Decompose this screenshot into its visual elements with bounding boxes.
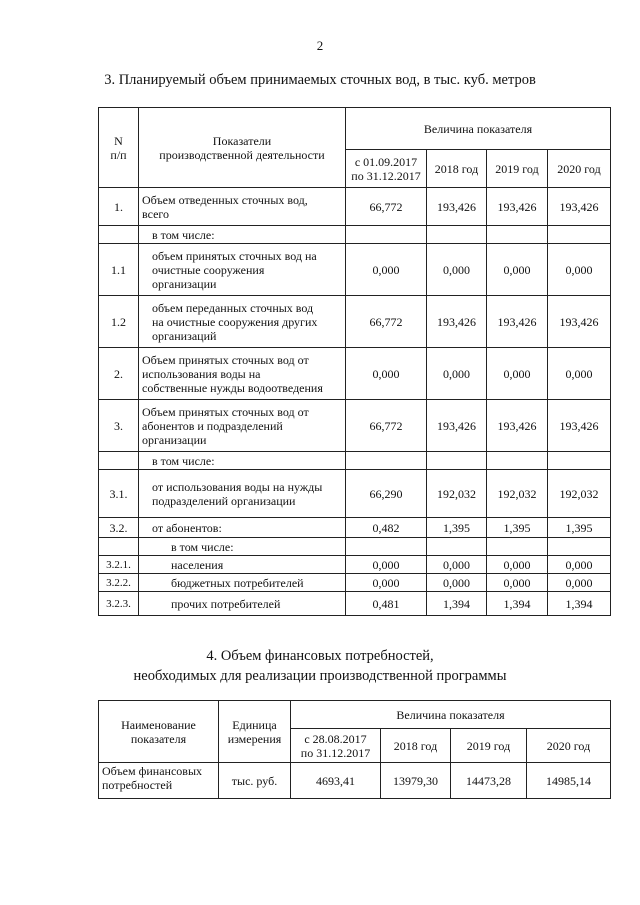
value-cell: 193,426 bbox=[487, 400, 548, 452]
table-row bbox=[99, 470, 611, 518]
row-number: 3.2.2. bbox=[99, 574, 139, 592]
value-cell: 0,000 bbox=[548, 556, 611, 574]
value-cell: 0,000 bbox=[548, 574, 611, 592]
table-row bbox=[99, 188, 611, 226]
column-header-period: 2020 год bbox=[548, 150, 611, 188]
value-cell bbox=[548, 452, 611, 470]
value-cell: 0,000 bbox=[427, 348, 487, 400]
table-row bbox=[99, 226, 611, 244]
page-number: 2 bbox=[316, 38, 324, 53]
value-cell: 0,000 bbox=[487, 574, 548, 592]
value-cell bbox=[487, 226, 548, 244]
value-cell: 66,772 bbox=[346, 296, 427, 348]
value-cell: 193,426 bbox=[427, 296, 487, 348]
value-cell: 193,426 bbox=[427, 188, 487, 226]
row-indicator-name: Объем принятых сточных вод от абонентов и подразделений организации bbox=[139, 400, 346, 452]
table-row bbox=[99, 348, 611, 400]
value-cell bbox=[427, 538, 487, 556]
value-cell: 0,000 bbox=[427, 574, 487, 592]
column-header-period: 2018 год bbox=[381, 729, 451, 763]
column-header-period: 2018 год bbox=[427, 150, 487, 188]
value-cell bbox=[346, 452, 427, 470]
row-number: 3. bbox=[99, 400, 139, 452]
value-cell: 193,426 bbox=[548, 188, 611, 226]
row-indicator-name: в том числе: bbox=[139, 538, 346, 556]
value-cell: 0,000 bbox=[548, 348, 611, 400]
value-cell: 4693,41 bbox=[291, 763, 381, 799]
table-row bbox=[99, 538, 611, 556]
value-cell: 193,426 bbox=[487, 188, 548, 226]
value-cell: 14473,28 bbox=[451, 763, 527, 799]
value-cell: 14985,14 bbox=[527, 763, 611, 799]
column-header-period: с 28.08.2017 по 31.12.2017 bbox=[291, 729, 381, 763]
value-cell: 192,032 bbox=[487, 470, 548, 518]
column-header-unit: Единица измерения bbox=[219, 701, 291, 763]
row-indicator-name: объем переданных сточных вод на очистные сооружения других организаций bbox=[139, 296, 346, 348]
row-indicator-name: прочих потребителей bbox=[139, 592, 346, 616]
row-number: 3.1. bbox=[99, 470, 139, 518]
row-name: Объем финансовых потребностей bbox=[99, 763, 219, 799]
row-number: 3.2.1. bbox=[99, 556, 139, 574]
value-cell bbox=[548, 538, 611, 556]
value-cell: 66,290 bbox=[346, 470, 427, 518]
row-number: 1.1 bbox=[99, 244, 139, 296]
value-cell bbox=[548, 226, 611, 244]
value-cell: 0,000 bbox=[548, 244, 611, 296]
row-number bbox=[99, 538, 139, 556]
value-cell: 1,395 bbox=[487, 518, 548, 538]
column-header-number: N п/п bbox=[99, 108, 139, 188]
table-row bbox=[99, 296, 611, 348]
value-cell: 0,482 bbox=[346, 518, 427, 538]
value-cell bbox=[487, 452, 548, 470]
value-cell: 0,000 bbox=[487, 348, 548, 400]
value-cell bbox=[427, 452, 487, 470]
value-cell: 0,000 bbox=[427, 556, 487, 574]
value-cell: 0,000 bbox=[346, 556, 427, 574]
column-header-indicators: Показатели производственной деятельности bbox=[139, 108, 346, 188]
value-cell: 1,395 bbox=[427, 518, 487, 538]
value-cell bbox=[346, 538, 427, 556]
column-header-name: Наименование показателя bbox=[99, 701, 219, 763]
row-unit: тыс. руб. bbox=[219, 763, 291, 799]
value-cell bbox=[487, 538, 548, 556]
row-indicator-name: населения bbox=[139, 556, 346, 574]
value-cell: 1,394 bbox=[487, 592, 548, 616]
row-number bbox=[99, 452, 139, 470]
row-number bbox=[99, 226, 139, 244]
section-4-title-line-2: необходимых для реализации производственной программы bbox=[133, 668, 507, 684]
row-indicator-name: Объем отведенных сточных вод, всего bbox=[139, 188, 346, 226]
wastewater-volume-table bbox=[98, 107, 611, 616]
value-cell: 193,426 bbox=[548, 296, 611, 348]
value-cell bbox=[427, 226, 487, 244]
value-cell: 0,000 bbox=[427, 244, 487, 296]
row-indicator-name: от абонентов: bbox=[139, 518, 346, 538]
column-header-period: 2019 год bbox=[451, 729, 527, 763]
value-cell: 192,032 bbox=[427, 470, 487, 518]
column-header-value-group: Величина показателя bbox=[291, 701, 611, 729]
table-row bbox=[99, 592, 611, 616]
table-row bbox=[99, 518, 611, 538]
value-cell: 0,000 bbox=[346, 574, 427, 592]
section-4-title-line-1: 4. Объем финансовых потребностей, bbox=[206, 648, 434, 664]
row-number: 3.2. bbox=[99, 518, 139, 538]
row-number: 1. bbox=[99, 188, 139, 226]
row-indicator-name: в том числе: bbox=[139, 226, 346, 244]
table-row bbox=[99, 400, 611, 452]
table-row bbox=[99, 574, 611, 592]
column-header-period: 2019 год bbox=[487, 150, 548, 188]
section-3-title: 3. Планируемый объем принимаемых сточных вод, в тыс. куб. метров bbox=[104, 72, 536, 88]
table-row bbox=[99, 244, 611, 296]
column-header-period: с 01.09.2017 по 31.12.2017 bbox=[346, 150, 427, 188]
value-cell: 66,772 bbox=[346, 188, 427, 226]
row-indicator-name: бюджетных потребителей bbox=[139, 574, 346, 592]
value-cell: 66,772 bbox=[346, 400, 427, 452]
row-number: 1.2 bbox=[99, 296, 139, 348]
value-cell: 0,481 bbox=[346, 592, 427, 616]
value-cell bbox=[346, 226, 427, 244]
table-row bbox=[99, 763, 611, 799]
row-indicator-name: Объем принятых сточных вод от использования воды на собственные нужды водоотведения bbox=[139, 348, 346, 400]
value-cell: 0,000 bbox=[346, 244, 427, 296]
value-cell: 13979,30 bbox=[381, 763, 451, 799]
value-cell: 193,426 bbox=[487, 296, 548, 348]
value-cell: 193,426 bbox=[548, 400, 611, 452]
value-cell: 1,394 bbox=[427, 592, 487, 616]
row-indicator-name: объем принятых сточных вод на очистные сооружения организации bbox=[139, 244, 346, 296]
value-cell: 193,426 bbox=[427, 400, 487, 452]
value-cell: 0,000 bbox=[487, 244, 548, 296]
column-header-period: 2020 год bbox=[527, 729, 611, 763]
column-header-value-group: Величина показателя bbox=[346, 108, 611, 150]
row-number: 2. bbox=[99, 348, 139, 400]
value-cell: 0,000 bbox=[346, 348, 427, 400]
value-cell: 1,394 bbox=[548, 592, 611, 616]
table-row bbox=[99, 452, 611, 470]
value-cell: 192,032 bbox=[548, 470, 611, 518]
row-indicator-name: от использования воды на нужды подразделений организации bbox=[139, 470, 346, 518]
value-cell: 1,395 bbox=[548, 518, 611, 538]
row-indicator-name: в том числе: bbox=[139, 452, 346, 470]
table-row bbox=[99, 556, 611, 574]
value-cell: 0,000 bbox=[487, 556, 548, 574]
financial-needs-table bbox=[98, 700, 611, 799]
row-number: 3.2.3. bbox=[99, 592, 139, 616]
